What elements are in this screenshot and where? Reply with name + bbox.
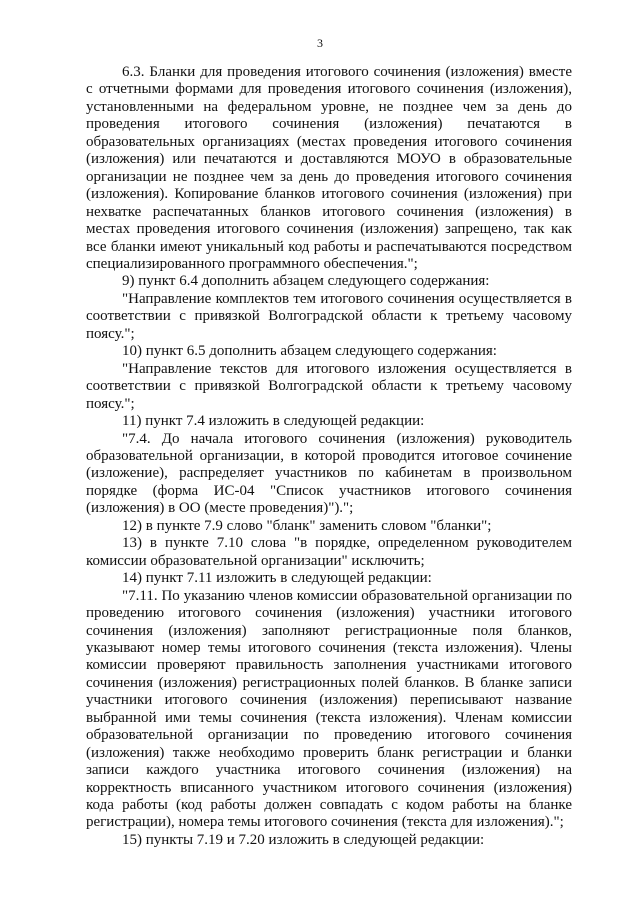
paragraph-item-11: 11) пункт 7.4 изложить в следующей редакции: xyxy=(122,413,425,430)
paragraph-item-10: 10) пункт 6.5 дополнить абзацем следующего содержания: xyxy=(122,343,497,360)
paragraph-item-10-text: "Направление текстов для итогового изложения осуществляется в соответствии с привязкой Волгоградской области к третьему часовому поясу."; xyxy=(86,360,572,412)
page-number: 3 xyxy=(317,36,323,50)
paragraph-7-11: "7.11. По указанию членов комиссии образовательной организации по проведению итогового сочинения (изложения) участники итогового сочинения (изложения) заполняют регистрационные поля бланков, указывают номер темы итогового сочинения (текста изложения). Члены комиссии проверяют правильность заполнения участниками итогового сочинения (изложения) регистрационных полей бланков. В бланке записи участники итогового сочинения (изложения) переписывают название выбранной ими темы сочинения (текста изложения). Членам комиссии образовательной организации по проведению итогового сочинения (изложения) также необходимо проверить бланк регистрации и бланки записи каждого участника итогового сочинения (изложения) на корректность вписанного участником итогового сочинения (изложения) кода работы (код работы должен совпадать с кодом работы на бланке регистрации), номера темы итогового сочинения (текста для изложения)."; xyxy=(86,587,572,831)
paragraph-6-3: 6.3. Бланки для проведения итогового сочинения (изложения) вместе с отчетными формами для проведения итогового сочинения (изложения), установленными на федеральном уровне, не позднее чем за день до проведения итогового сочинения (изложения) печатаются в образовательных организациях (местах проведения итогового сочинения (изложения) или печатаются и доставляются МОУО в образовательные организации не позднее чем за день до проведения итогового сочинения (изложения). Копирование бланков итогового сочинения (изложения) при нехватке распечатанных бланков итогового сочинения (изложения) в местах проведения итогового сочинения (изложения) запрещено, так как все бланки имеют уникальный код работы и распечатываются посредством специализированного программного обеспечения."; xyxy=(86,64,572,272)
paragraph-item-12: 12) в пункте 7.9 слово "бланк" заменить словом "бланки"; xyxy=(122,517,492,534)
paragraph-item-13: 13) в пункте 7.10 слова "в порядке, определенном руководителем комиссии образовательной организации" исключить; xyxy=(86,535,572,569)
document-body xyxy=(86,64,572,849)
paragraph-item-9-text: "Направление комплектов тем итогового сочинения осуществляется в соответствии с привязкой Волгоградской области к третьему часовому поясу."; xyxy=(86,290,572,342)
paragraph-item-15: 15) пункты 7.19 и 7.20 изложить в следующей редакции: xyxy=(122,831,485,848)
paragraph-7-4: "7.4. До начала итогового сочинения (изложения) руководитель образовательной организации, в которой проводится итоговое сочинение (изложение), распределяет участников по кабинетам в произвольном порядке (форма ИС-04 "Список участников итогового сочинения (изложения) в ОО (месте проведения)")."; xyxy=(86,430,572,517)
paragraph-item-9: 9) пункт 6.4 дополнить абзацем следующего содержания: xyxy=(122,273,490,290)
paragraph-item-14: 14) пункт 7.11 изложить в следующей редакции: xyxy=(122,570,432,587)
